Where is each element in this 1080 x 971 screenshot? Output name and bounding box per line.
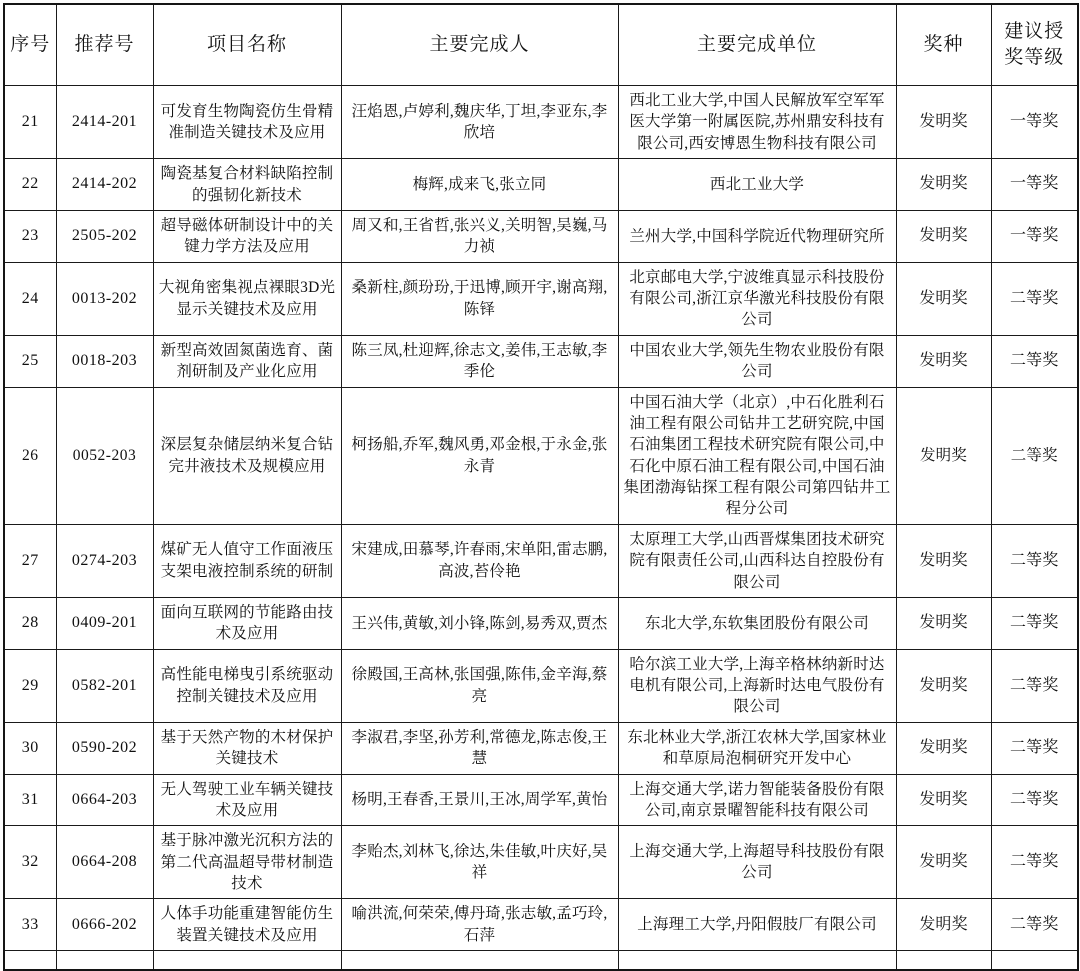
cell-main-persons: 柯扬船,乔军,魏风勇,邓金根,于永金,张永青 bbox=[341, 387, 618, 524]
table-row bbox=[4, 722, 1078, 774]
table-row bbox=[4, 86, 1078, 159]
cell-award-kind: 发明奖 bbox=[896, 774, 991, 826]
cell-main-units: 中国石油大学（北京）,中石化胜利石油工程有限公司钻井工艺研究院,中国石油集团工程技术研究院有限公司,中石化中原石油工程有限公司,中国石油集团渤海钻探工程有限公司第四钻井工程分公司 bbox=[618, 387, 896, 524]
cell-project-name bbox=[153, 951, 341, 971]
cell-project-name: 面向互联网的节能路由技术及应用 bbox=[153, 597, 341, 649]
cell-recommend-no: 2505-202 bbox=[56, 210, 153, 262]
cell-award-level: 一等奖 bbox=[991, 86, 1078, 159]
column-header-project-name: 项目名称 bbox=[153, 4, 341, 86]
cell-project-name: 煤矿无人值守工作面液压支架电液控制系统的研制 bbox=[153, 524, 341, 597]
cell-award-level: 二等奖 bbox=[991, 722, 1078, 774]
cell-main-persons: 杨明,王春香,王景川,王冰,周学军,黄怡 bbox=[341, 774, 618, 826]
cell-award-level: 一等奖 bbox=[991, 159, 1078, 211]
table-row bbox=[4, 387, 1078, 524]
cell-main-units: 东北林业大学,浙江农林大学,国家林业和草原局泡桐研究开发中心 bbox=[618, 722, 896, 774]
cell-award-kind: 发明奖 bbox=[896, 159, 991, 211]
cell-award-level: 二等奖 bbox=[991, 597, 1078, 649]
cell-project-name: 可发育生物陶瓷仿生骨精准制造关键技术及应用 bbox=[153, 86, 341, 159]
cell-project-name: 基于脉冲激光沉积方法的第二代高温超导带材制造技术 bbox=[153, 826, 341, 899]
cell-recommend-no: 0018-203 bbox=[56, 335, 153, 387]
cell-project-name: 基于天然产物的木材保护关键技术 bbox=[153, 722, 341, 774]
cell-award-level: 二等奖 bbox=[991, 899, 1078, 951]
table-body bbox=[4, 86, 1078, 971]
column-header-main-units: 主要完成单位 bbox=[618, 4, 896, 86]
cell-award-kind: 发明奖 bbox=[896, 722, 991, 774]
cell-sequence: 31 bbox=[4, 774, 56, 826]
column-header-award-level: 建议授奖等级 bbox=[991, 4, 1078, 86]
cell-main-persons: 汪焰恩,卢婷利,魏庆华,丁坦,李亚东,李欣培 bbox=[341, 86, 618, 159]
cell-sequence: 33 bbox=[4, 899, 56, 951]
table-row-partial bbox=[4, 951, 1078, 971]
cell-recommend-no: 0052-203 bbox=[56, 387, 153, 524]
cell-award-level bbox=[991, 951, 1078, 971]
cell-award-kind: 发明奖 bbox=[896, 826, 991, 899]
cell-main-units: 上海交通大学,诺力智能装备股份有限公司,南京景曜智能科技有限公司 bbox=[618, 774, 896, 826]
table-row bbox=[4, 335, 1078, 387]
table-row bbox=[4, 597, 1078, 649]
cell-award-kind: 发明奖 bbox=[896, 899, 991, 951]
cell-award-level: 二等奖 bbox=[991, 524, 1078, 597]
cell-award-kind: 发明奖 bbox=[896, 524, 991, 597]
cell-sequence: 21 bbox=[4, 86, 56, 159]
cell-main-units: 北京邮电大学,宁波维真显示科技股份有限公司,浙江京华激光科技股份有限公司 bbox=[618, 262, 896, 335]
cell-main-units: 太原理工大学,山西晋煤集团技术研究院有限责任公司,山西科达自控股份有限公司 bbox=[618, 524, 896, 597]
cell-project-name: 新型高效固氮菌选育、菌剂研制及产业化应用 bbox=[153, 335, 341, 387]
cell-recommend-no: 2414-202 bbox=[56, 159, 153, 211]
cell-main-persons: 陈三凤,杜迎辉,徐志文,姜伟,王志敏,李季伦 bbox=[341, 335, 618, 387]
table-header bbox=[4, 4, 1078, 86]
cell-sequence: 27 bbox=[4, 524, 56, 597]
cell-main-persons: 李贻杰,刘林飞,徐达,朱佳敏,叶庆好,吴祥 bbox=[341, 826, 618, 899]
cell-sequence: 28 bbox=[4, 597, 56, 649]
cell-recommend-no: 0409-201 bbox=[56, 597, 153, 649]
cell-main-persons: 王兴伟,黄敏,刘小锋,陈剑,易秀双,贾杰 bbox=[341, 597, 618, 649]
cell-recommend-no: 0664-203 bbox=[56, 774, 153, 826]
cell-recommend-no: 0274-203 bbox=[56, 524, 153, 597]
cell-award-kind bbox=[896, 951, 991, 971]
cell-award-kind: 发明奖 bbox=[896, 86, 991, 159]
cell-sequence: 32 bbox=[4, 826, 56, 899]
table-row bbox=[4, 262, 1078, 335]
cell-main-units: 上海交通大学,上海超导科技股份有限公司 bbox=[618, 826, 896, 899]
cell-recommend-no: 0590-202 bbox=[56, 722, 153, 774]
cell-recommend-no: 0013-202 bbox=[56, 262, 153, 335]
cell-award-level: 二等奖 bbox=[991, 387, 1078, 524]
cell-main-units: 中国农业大学,领先生物农业股份有限公司 bbox=[618, 335, 896, 387]
cell-sequence bbox=[4, 951, 56, 971]
cell-main-persons: 梅辉,成来飞,张立同 bbox=[341, 159, 618, 211]
table-row bbox=[4, 774, 1078, 826]
cell-award-kind: 发明奖 bbox=[896, 262, 991, 335]
cell-award-kind: 发明奖 bbox=[896, 335, 991, 387]
cell-project-name: 大视角密集视点裸眼3D光显示关键技术及应用 bbox=[153, 262, 341, 335]
cell-project-name: 深层复杂储层纳米复合钻完井液技术及规模应用 bbox=[153, 387, 341, 524]
cell-award-level: 二等奖 bbox=[991, 262, 1078, 335]
cell-award-level: 二等奖 bbox=[991, 335, 1078, 387]
cell-recommend-no: 0664-208 bbox=[56, 826, 153, 899]
cell-main-units: 哈尔滨工业大学,上海辛格林纳新时达电机有限公司,上海新时达电气股份有限公司 bbox=[618, 649, 896, 722]
cell-main-units: 兰州大学,中国科学院近代物理研究所 bbox=[618, 210, 896, 262]
cell-award-level: 二等奖 bbox=[991, 774, 1078, 826]
column-header-main-persons: 主要完成人 bbox=[341, 4, 618, 86]
table-row bbox=[4, 210, 1078, 262]
table-header-row bbox=[4, 4, 1078, 86]
table-row bbox=[4, 524, 1078, 597]
table-row bbox=[4, 649, 1078, 722]
cell-project-name: 陶瓷基复合材料缺陷控制的强韧化新技术 bbox=[153, 159, 341, 211]
column-header-award-kind: 奖种 bbox=[896, 4, 991, 86]
cell-main-persons: 喻洪流,何荣荣,傅丹琦,张志敏,孟巧玲,石萍 bbox=[341, 899, 618, 951]
cell-main-persons: 李淑君,李坚,孙芳利,常德龙,陈志俊,王慧 bbox=[341, 722, 618, 774]
cell-project-name: 超导磁体研制设计中的关键力学方法及应用 bbox=[153, 210, 341, 262]
cell-sequence: 26 bbox=[4, 387, 56, 524]
cell-award-level: 二等奖 bbox=[991, 649, 1078, 722]
cell-main-units: 上海理工大学,丹阳假肢厂有限公司 bbox=[618, 899, 896, 951]
cell-award-level: 一等奖 bbox=[991, 210, 1078, 262]
cell-award-kind: 发明奖 bbox=[896, 597, 991, 649]
cell-main-units bbox=[618, 951, 896, 971]
cell-project-name: 高性能电梯曳引系统驱动控制关键技术及应用 bbox=[153, 649, 341, 722]
cell-main-persons: 周又和,王省哲,张兴义,关明智,吴巍,马力祯 bbox=[341, 210, 618, 262]
cell-main-persons bbox=[341, 951, 618, 971]
cell-sequence: 30 bbox=[4, 722, 56, 774]
cell-recommend-no: 2414-201 bbox=[56, 86, 153, 159]
cell-main-persons: 徐殿国,王高林,张国强,陈伟,金辛海,蔡亮 bbox=[341, 649, 618, 722]
cell-recommend-no: 0582-201 bbox=[56, 649, 153, 722]
cell-award-kind: 发明奖 bbox=[896, 649, 991, 722]
cell-recommend-no: 0666-202 bbox=[56, 899, 153, 951]
cell-project-name: 无人驾驶工业车辆关键技术及应用 bbox=[153, 774, 341, 826]
cell-main-units: 西北工业大学,中国人民解放军空军军医大学第一附属医院,苏州鼎安科技有限公司,西安博恩生物科技有限公司 bbox=[618, 86, 896, 159]
cell-recommend-no bbox=[56, 951, 153, 971]
cell-main-units: 西北工业大学 bbox=[618, 159, 896, 211]
cell-project-name: 人体手功能重建智能仿生装置关键技术及应用 bbox=[153, 899, 341, 951]
cell-award-kind: 发明奖 bbox=[896, 387, 991, 524]
cell-main-units: 东北大学,东软集团股份有限公司 bbox=[618, 597, 896, 649]
column-header-sequence: 序号 bbox=[4, 4, 56, 86]
cell-sequence: 22 bbox=[4, 159, 56, 211]
award-recommendation-table bbox=[3, 3, 1079, 971]
cell-main-persons: 宋建成,田慕琴,许春雨,宋单阳,雷志鹏,高波,苔伶艳 bbox=[341, 524, 618, 597]
cell-award-level: 二等奖 bbox=[991, 826, 1078, 899]
cell-sequence: 24 bbox=[4, 262, 56, 335]
cell-sequence: 29 bbox=[4, 649, 56, 722]
cell-main-persons: 桑新柱,颜玢玢,于迅博,顾开宇,谢高翔,陈铎 bbox=[341, 262, 618, 335]
cell-award-kind: 发明奖 bbox=[896, 210, 991, 262]
table-row bbox=[4, 899, 1078, 951]
column-header-recommend-no: 推荐号 bbox=[56, 4, 153, 86]
cell-sequence: 23 bbox=[4, 210, 56, 262]
cell-sequence: 25 bbox=[4, 335, 56, 387]
table-row bbox=[4, 826, 1078, 899]
table-row bbox=[4, 159, 1078, 211]
